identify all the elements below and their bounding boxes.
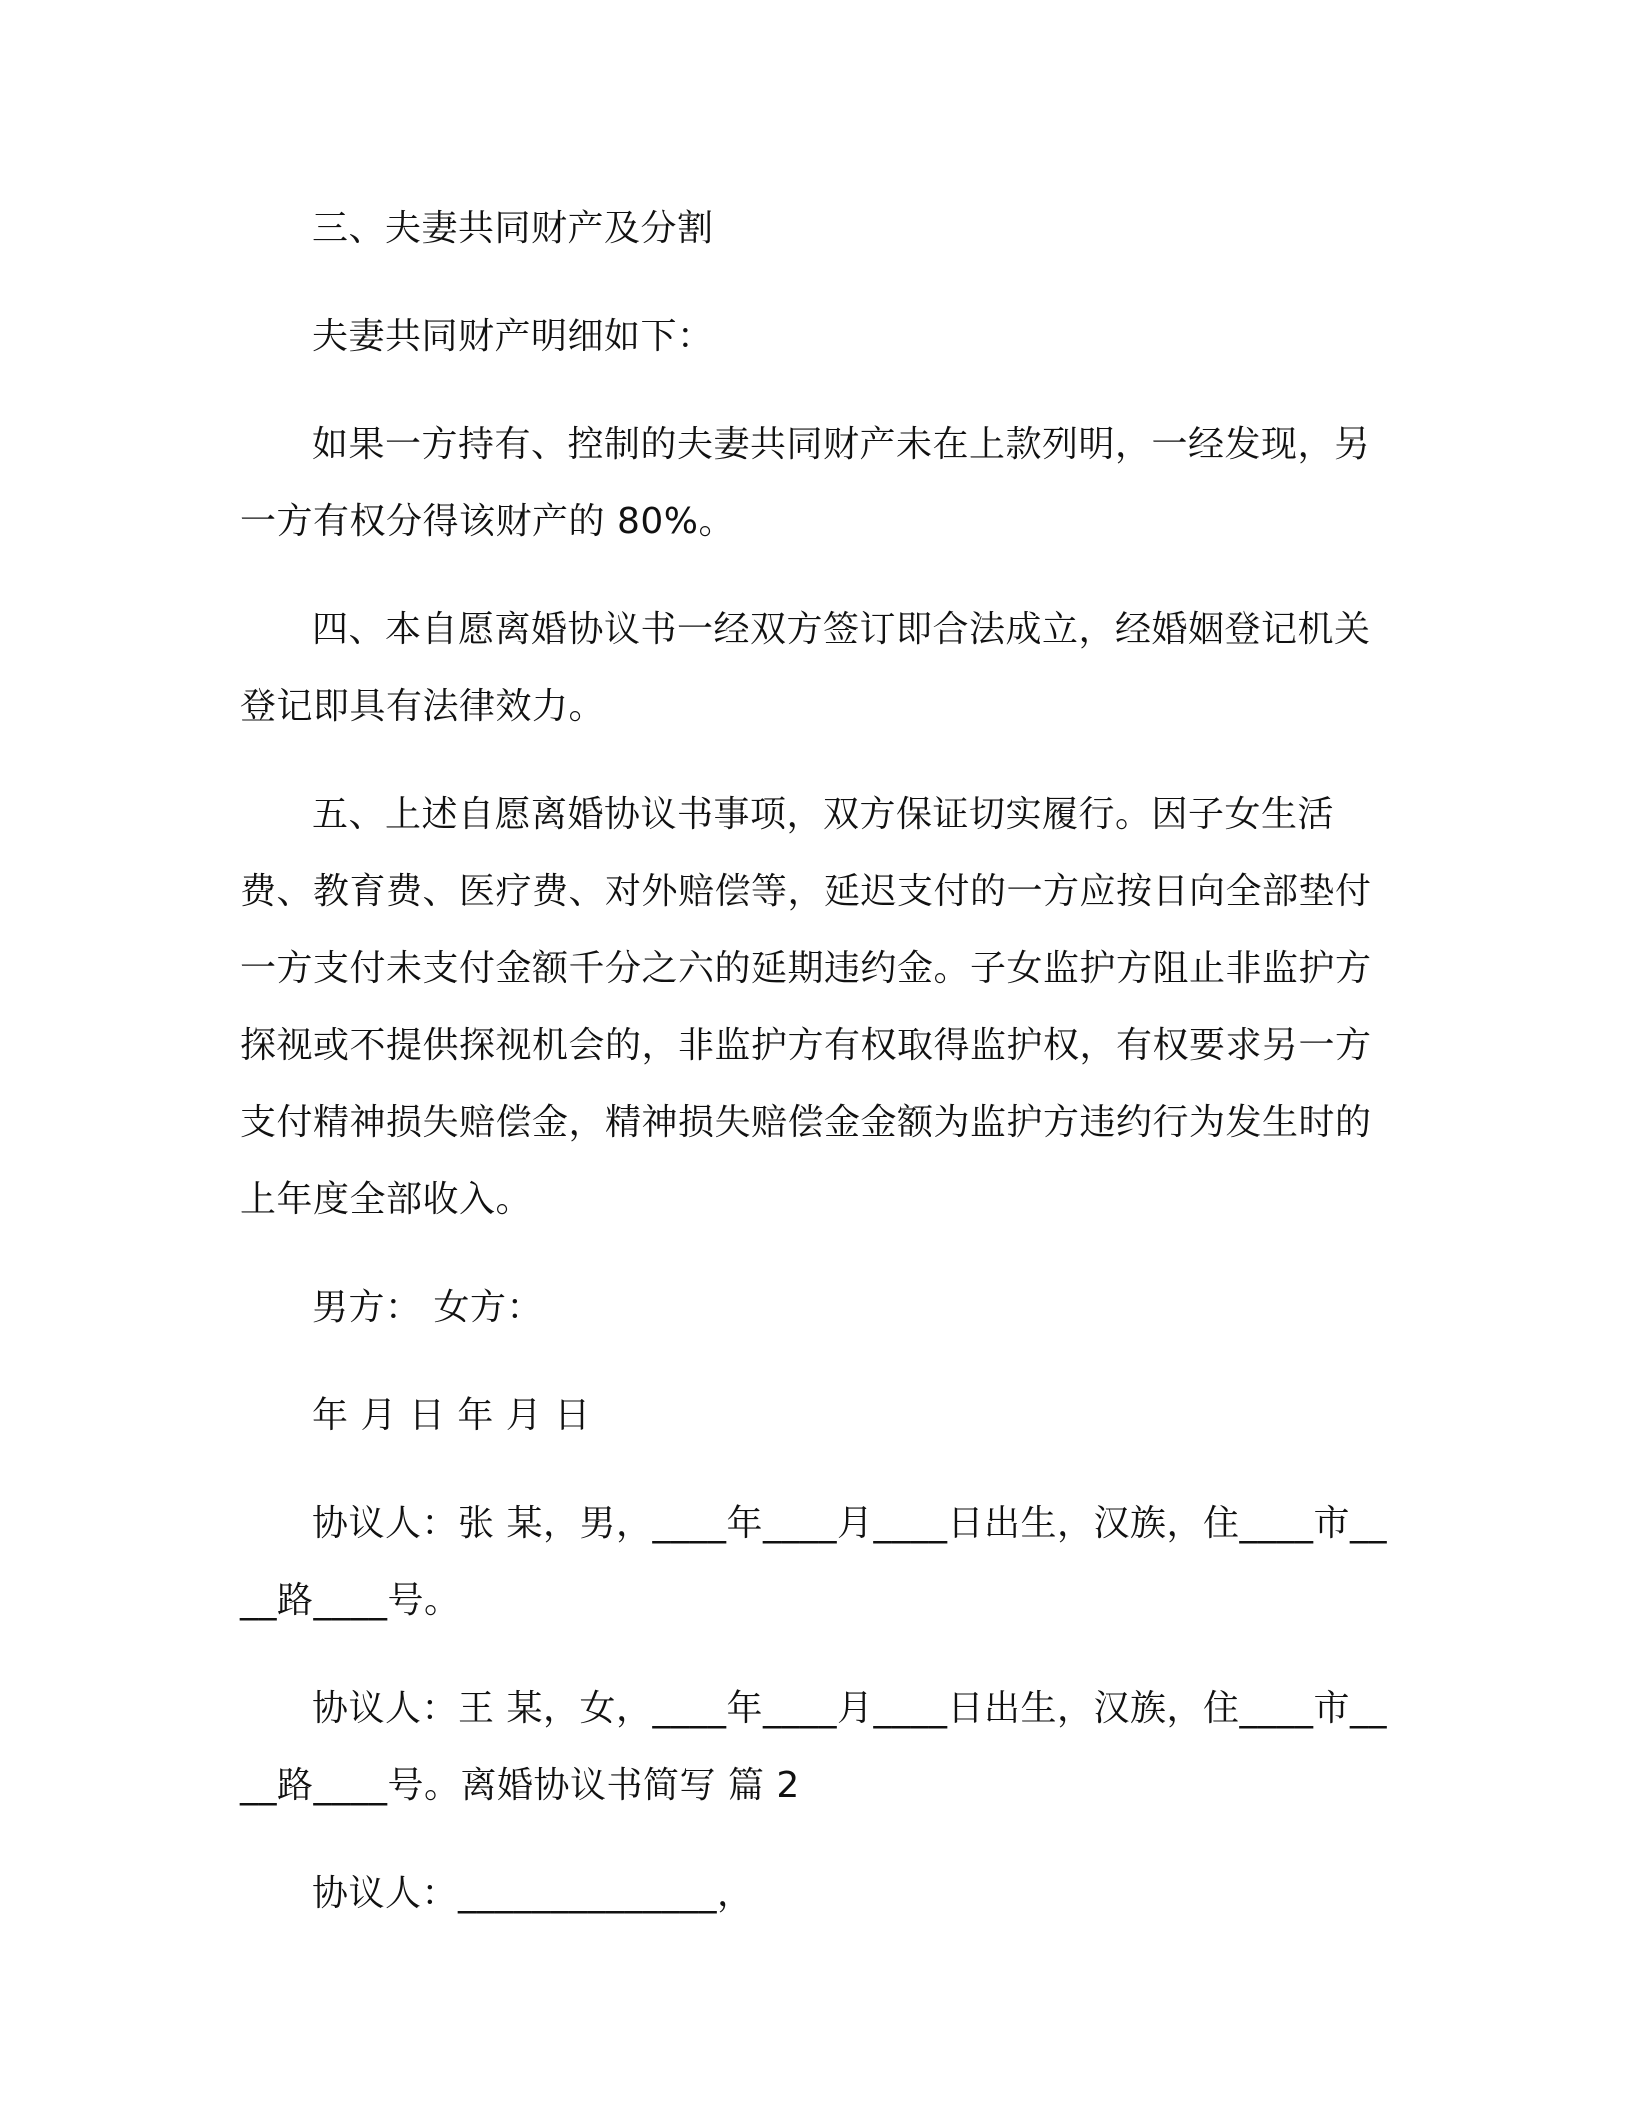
paragraph-property-list: 夫妻共同财产明细如下： bbox=[312, 316, 714, 357]
signature-line-dates: 年 月 日 年 月 日 bbox=[312, 1395, 591, 1436]
party-info-wang: 协议人：王 某，女，____年____月____日出生，汉族，住____市____路____号。离婚协议书简写 篇 2 bbox=[240, 1688, 1387, 1806]
signature-line-parties: 男方： 女方： bbox=[312, 1287, 543, 1328]
paragraph-clause-five: 五、上述自愿离婚协议书事项，双方保证切实履行。因子女生活费、教育费、医疗费、对外赔偿等，延迟支付的一方应按日向全部垫付一方支付未支付金额千分之六的延期违约金。子女监护方阻止非监护方探视或不提供探视机会的，非监护方有权取得监护权，有权要求另一方支付精神损失赔偿金，精神损失赔偿金金额为监护方违约行为发生时的上年度全部收入。 bbox=[240, 794, 1372, 1220]
section-heading-property: 三、夫妻共同财产及分割 bbox=[312, 208, 714, 249]
paragraph-undisclosed-property: 如果一方持有、控制的夫妻共同财产未在上款列明，一经发现，另一方有权分得该财产的 80%。 bbox=[240, 424, 1371, 542]
document-body bbox=[240, 190, 1390, 1963]
paragraph-clause-four: 四、本自愿离婚协议书一经双方签订即合法成立，经婚姻登记机关登记即具有法律效力。 bbox=[240, 609, 1371, 727]
party-info-zhang: 协议人：张 某，男，____年____月____日出生，汉族，住____市____路____号。 bbox=[240, 1503, 1387, 1621]
party-info-blank: 协议人：______________， bbox=[312, 1873, 754, 1914]
